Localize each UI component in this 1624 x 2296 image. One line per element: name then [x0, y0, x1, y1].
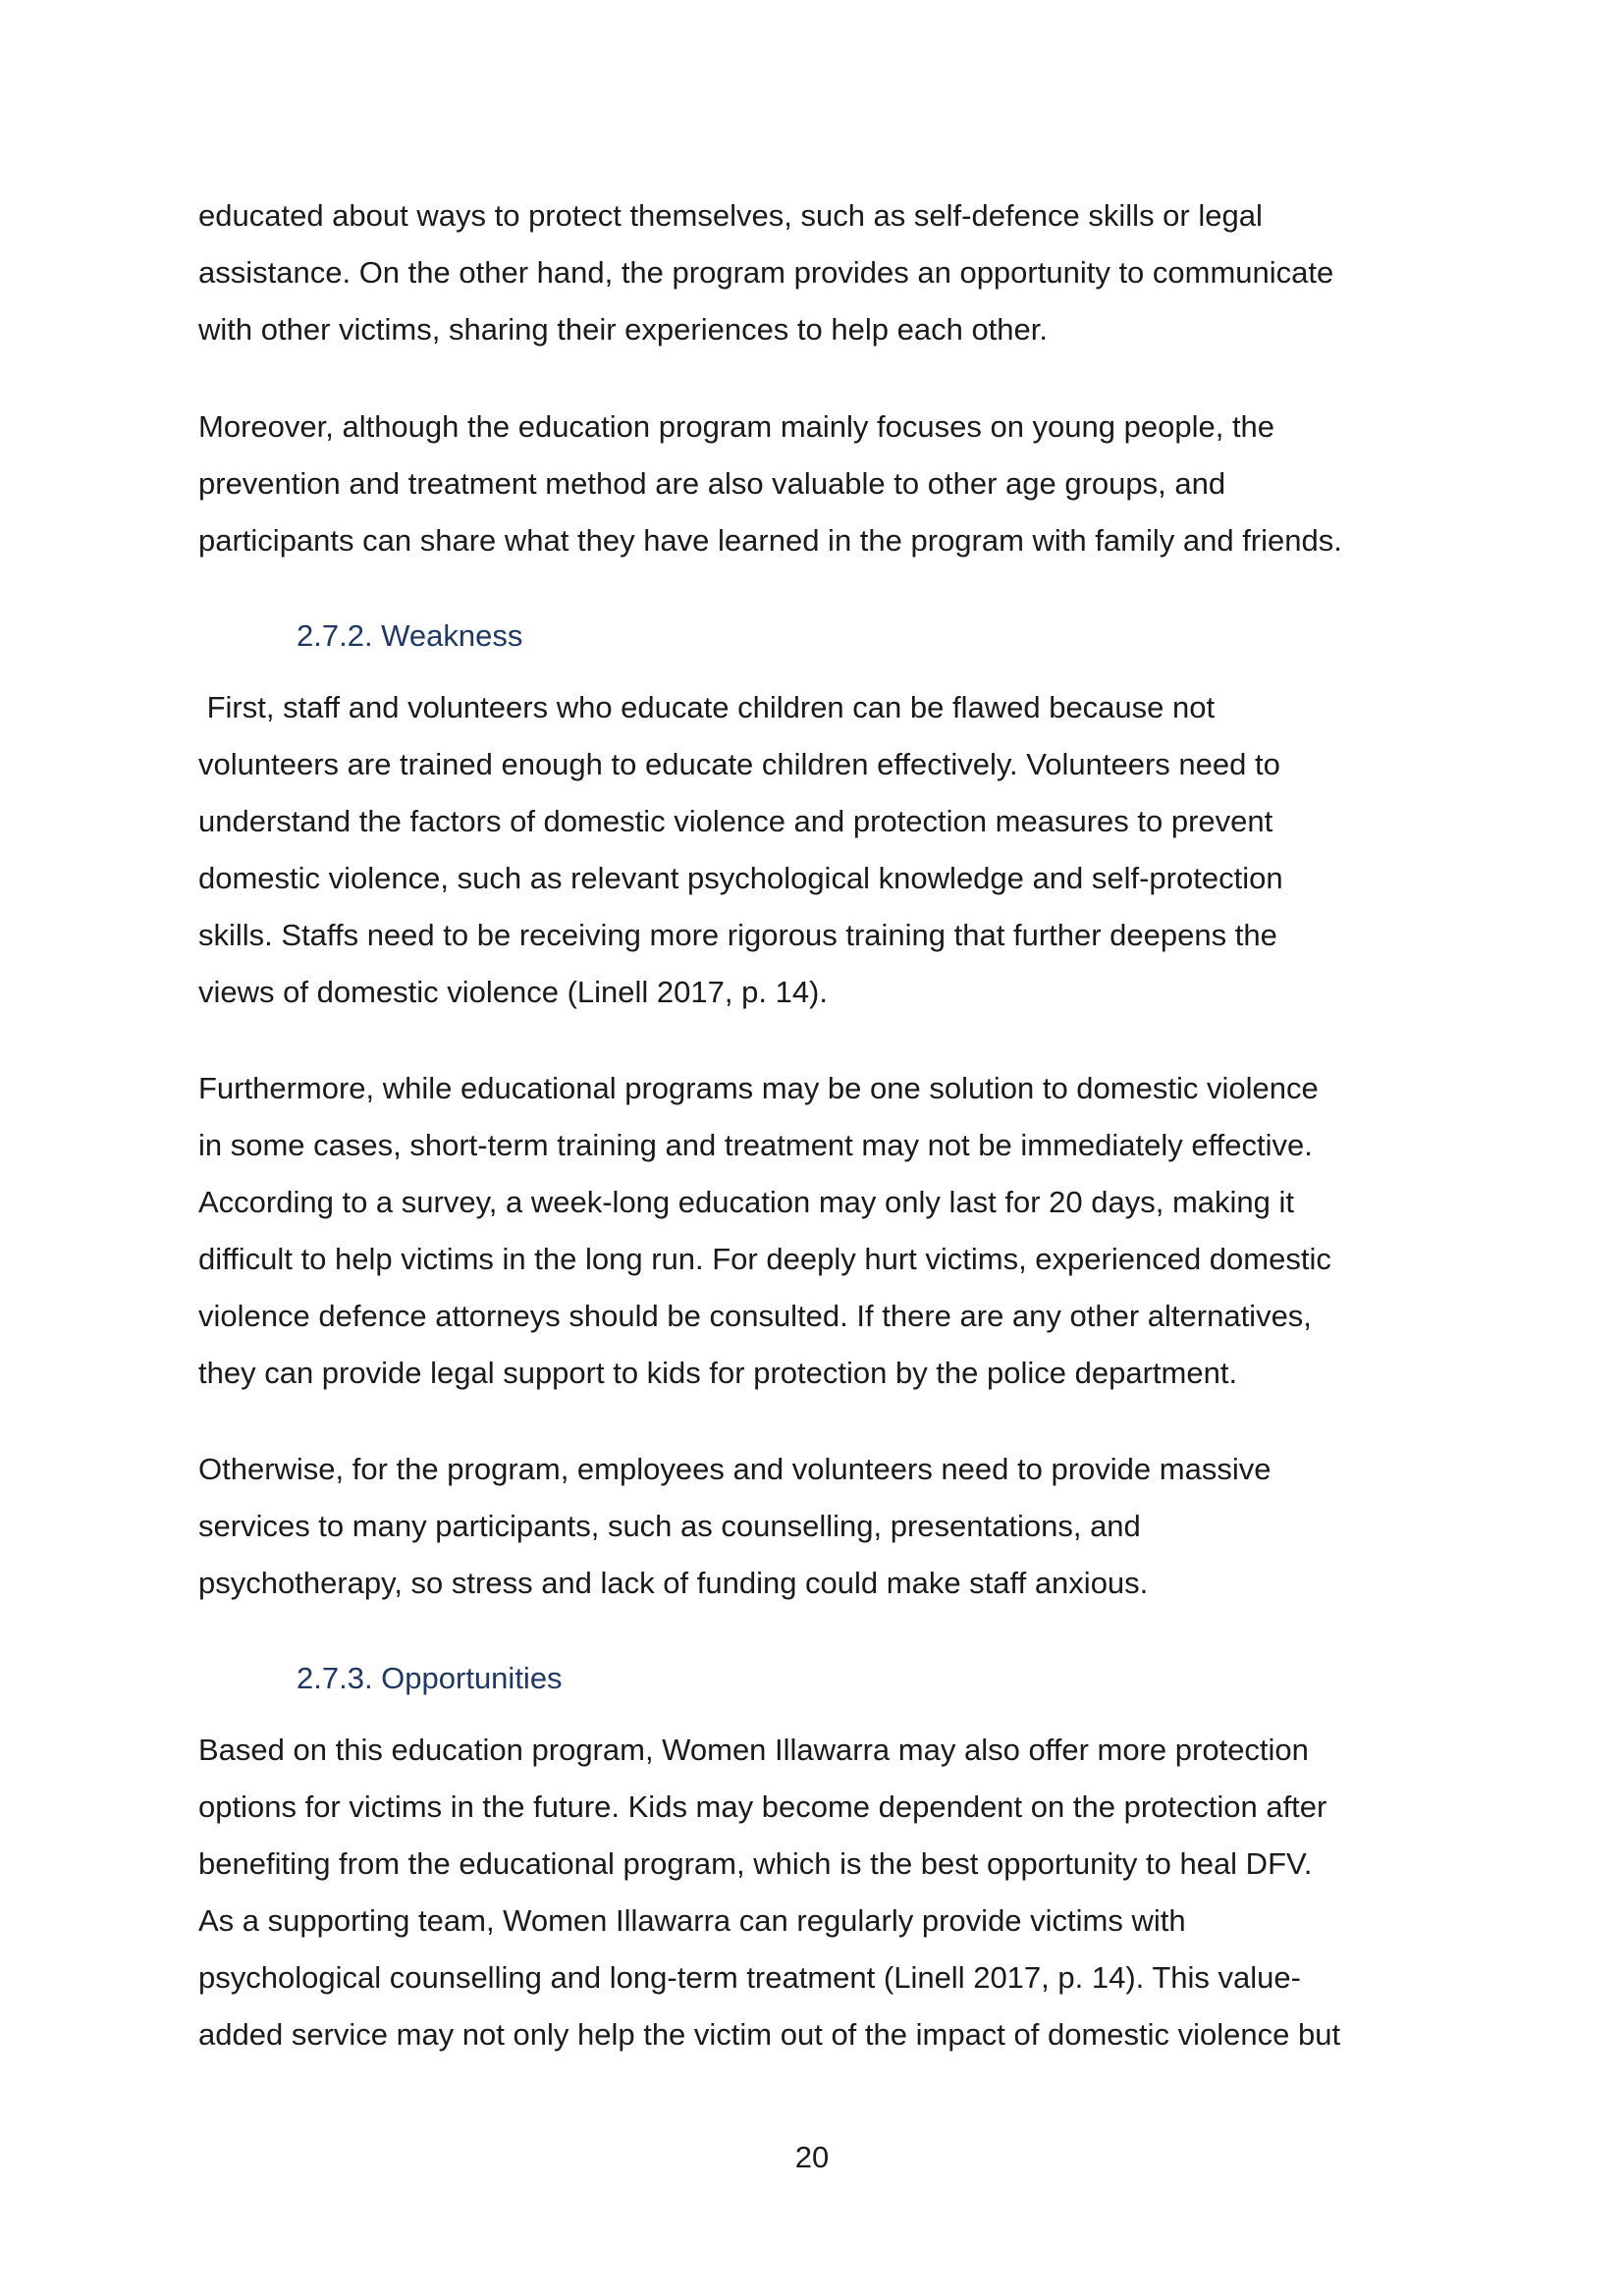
text-line: Based on this education program, Women Illawarra may also offer more protection	[198, 1733, 1309, 1767]
paragraph-age-groups	[198, 399, 1465, 569]
text-line: volunteers are trained enough to educate children effectively. Volunteers need to	[198, 747, 1280, 781]
text-line: services to many participants, such as counselling, presentations, and	[198, 1509, 1141, 1543]
text-line: options for victims in the future. Kids may become dependent on the protection after	[198, 1789, 1327, 1824]
text-line: According to a survey, a week-long education may only last for 20 days, making it	[198, 1185, 1294, 1219]
text-line: psychotherapy, so stress and lack of funding could make staff anxious.	[198, 1566, 1149, 1600]
text-line: assistance. On the other hand, the program provides an opportunity to communicate	[198, 255, 1334, 290]
text-line: added service may not only help the victim out of the impact of domestic violence but	[198, 2017, 1341, 2052]
text-line: difficult to help victims in the long run. For deeply hurt victims, experienced domestic	[198, 1242, 1331, 1276]
text-line: they can provide legal support to kids for protection by the police department.	[198, 1356, 1238, 1390]
section-heading-weakness: 2.7.2. Weakness	[297, 618, 523, 653]
paragraph-protection-education	[198, 187, 1465, 358]
text-line: Furthermore, while educational programs may be one solution to domestic violence	[198, 1071, 1319, 1105]
text-line: psychological counselling and long-term treatment (Linell 2017, p. 14). This value-	[198, 1960, 1301, 1995]
paragraph-staff-stress	[198, 1441, 1465, 1612]
paragraph-short-term-training	[198, 1060, 1465, 1402]
text-line: participants can share what they have learned in the program with family and friends.	[198, 523, 1342, 558]
page-number: 20	[794, 2140, 830, 2174]
text-line: benefiting from the educational program, which is the best opportunity to heal DFV.	[198, 1846, 1313, 1881]
text-line: domestic violence, such as relevant psychological knowledge and self-protection	[198, 861, 1283, 895]
text-line: with other victims, sharing their experiences to help each other.	[198, 312, 1049, 347]
paragraph-staff-training	[198, 679, 1465, 1021]
text-line: First, staff and volunteers who educate children can be flawed because not	[198, 690, 1216, 724]
text-line: prevention and treatment method are also valuable to other age groups, and	[198, 466, 1226, 501]
text-line: in some cases, short-term training and treatment may not be immediately effective.	[198, 1128, 1313, 1162]
text-line: Otherwise, for the program, employees and volunteers need to provide massive	[198, 1452, 1272, 1486]
section-heading-opportunities: 2.7.3. Opportunities	[297, 1661, 563, 1695]
text-line: violence defence attorneys should be consulted. If there are any other alternatives,	[198, 1299, 1312, 1333]
text-line: views of domestic violence (Linell 2017, p. 14).	[198, 975, 828, 1009]
text-line: As a supporting team, Women Illawarra can regularly provide victims with	[198, 1903, 1186, 1938]
text-line: skills. Staffs need to be receiving more rigorous training that further deepens the	[198, 918, 1277, 952]
text-line: Moreover, although the education program mainly focuses on young people, the	[198, 409, 1275, 444]
text-line: educated about ways to protect themselves, such as self-defence skills or legal	[198, 198, 1263, 233]
text-line: understand the factors of domestic violence and protection measures to prevent	[198, 804, 1273, 838]
paragraph-protection-options	[198, 1722, 1465, 2063]
